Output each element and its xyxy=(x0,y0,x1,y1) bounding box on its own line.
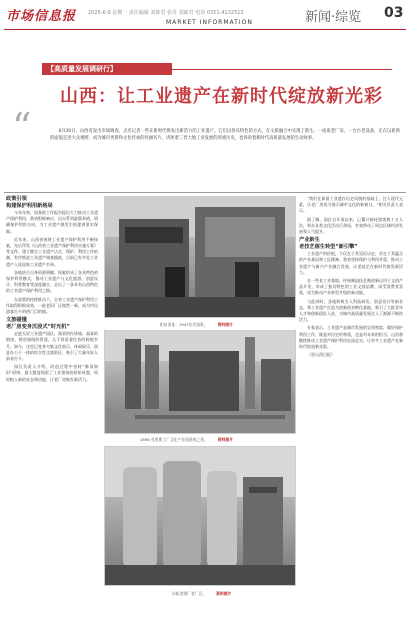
body-paragraph: 专家表示，工业遗产是城市发展的宝贵财富，做好保护利用工作，既是对历史的尊重，也是对未来的担当。山西将继续推动工业遗产保护利用走深走实，让更多工业遗产在新时代绽放新光彩。 xyxy=(299,325,403,350)
photo-credit: 资料图片 xyxy=(217,322,233,327)
body-paragraph: （晋山西日报） xyxy=(307,352,335,358)
newspaper-logo: 市场信息报 xyxy=(6,9,77,24)
masthead xyxy=(0,0,410,30)
quote-mark-icon: “ xyxy=(12,105,32,149)
body-paragraph: 园区负责人介绍，改造过程中坚持“修旧如旧”原则，最大限度保留了工业建筑的原始风貌，同时植入新的业态和功能，让老厂房焕发新活力。 xyxy=(6,364,98,382)
banner-rule xyxy=(172,69,392,70)
column-banner: 【高质量发展调研行】 xyxy=(42,63,172,75)
body-paragraph: “我们在保留工业遗存历史风貌的基础上，注入现代元素，让老厂房成为展示城市文化的新窗口。”相关负责人表示。 xyxy=(299,196,403,214)
section-subhead: 文旅碰撞 xyxy=(6,317,27,324)
photo-industrial-park xyxy=(104,330,296,434)
body-paragraph: 工业遗产的价值，不仅在于其见证历史，更在于其蕴含的产业基因和工匠精神。我省坚持保护与利用并重，推动工业遗产与新兴产业融合发展，让老技艺在新时代焕发新活力。 xyxy=(299,251,403,275)
body-paragraph: 与此同时，各地积极引入科技研发、创意设计等新业态，将工业遗产打造为创新创业孵化基地，吸引了大批青年人才和创新团队入驻，为城市高质量发展注入了源源不断的活力。 xyxy=(299,298,403,323)
english-title: MARKET INFORMATION xyxy=(166,19,253,26)
body-paragraph: 近年来，山西省围绕工业遗产保护利用不断探索，先后印发《山西省工业遗产保护利用实施方案》等文件，建立健全工业遗产认定、保护、利用工作机制，有序推进工业遗产调查摸底，目前已有多处工业遗产入选国家工业遗产名单。 xyxy=(6,236,98,267)
headline: 山西：让工业遗产在新时代绽放新光彩 xyxy=(60,86,383,107)
caption-text: 汾阳老酒厂老厂区。 xyxy=(172,591,207,596)
body-paragraph: 各地结合自身资源禀赋，探索形成了各具特色的保护利用模式，推动工业遗产与文化旅游、创意设计、科普教育等深度融合，走出了一条具有山西特色的工业遗产保护利用之路。 xyxy=(6,269,98,294)
section-subhead: 老技艺催生转型“新引擎” xyxy=(299,244,358,251)
photo-credit: 资料图片 xyxy=(217,437,234,442)
caption-text: 阳泉旧址：1947年代场景。 xyxy=(160,322,208,327)
body-paragraph: 走进太原工业遗产园区，斑驳的红砖墙、高耸的烟囱、锈迹斑斑的管道，无不诉说着往昔的辉煌岁月。如今，这里已变身为集文化展示、休闲娱乐、创意办公于一体的综合性文旅街区，吸引了大量年轻人前来打卡。 xyxy=(6,331,98,362)
date-line: 2025-6-9 星期一 责任编辑 刘郎君 张丹 刘郎君 电话 0351-4132512 xyxy=(88,10,244,16)
photo-caption xyxy=(140,437,233,443)
body-paragraph: 在一些老工业基地，传统制造技艺被创新运用于文创产品开发，形成了独具特色的工业文创品牌，深受消费者喜爱，成为推动产业转型升级的新动能。 xyxy=(299,278,403,296)
divider xyxy=(4,192,406,193)
section-subhead: 产业新生 xyxy=(299,237,320,244)
article-column-left xyxy=(6,196,98,385)
section-subhead: 政策引领 xyxy=(6,196,27,202)
caption-text: 1898 克里斯工厂文化产业园景观之景。 xyxy=(140,437,208,442)
section-subhead: 构建保护利用新格局 xyxy=(6,203,53,209)
photo-caption xyxy=(160,322,233,328)
photo-warehouse xyxy=(104,196,296,318)
section-subhead: 老厂房变身沉浸式“时光机” xyxy=(6,324,70,331)
body-paragraph: 在政策的持续推动下，全省工业遗产保护利用工作取得积极成效，一批老旧厂区焕然一新，成为市民游客打卡的热门目的地。 xyxy=(6,296,98,315)
article-column-right xyxy=(299,196,403,360)
photo-winery-silos xyxy=(104,446,296,586)
photo-credit: 资料图片 xyxy=(216,591,232,596)
section-title: 新闻·综览 xyxy=(305,10,362,25)
lead-paragraph: 6月30日，山西省发出市场调查，点名记者一些在新时代焕发出新活力的工业遗产。它们以各具特色的方式，在文旅融合中实现了新生。一座座老厂房、一台台老设备，正在以崭新的面貌走进大众视野，成为城市更新和文化传承的亮丽名片，讲述着三晋大地工业发展的厚重历史，也诉说着新时代高质量发展的生动故事。 xyxy=(50,129,400,142)
photo-caption xyxy=(172,591,231,597)
page-number: 03 xyxy=(384,5,404,21)
masthead-rule xyxy=(4,29,406,30)
body-paragraph: 今年年初，国务院工作报告提出大力推动工业遗产保护利用，我省积极响应，出台系列政策举措，明确保护利用方向，为工业遗产焕发生机提供坚实保障。 xyxy=(6,210,98,234)
body-paragraph: 据了解，园区自开放以来，已累计接待游客数十万人次，举办各类文化活动百余场，有效带动了周边区域经济发展和人气提升。 xyxy=(299,216,403,235)
